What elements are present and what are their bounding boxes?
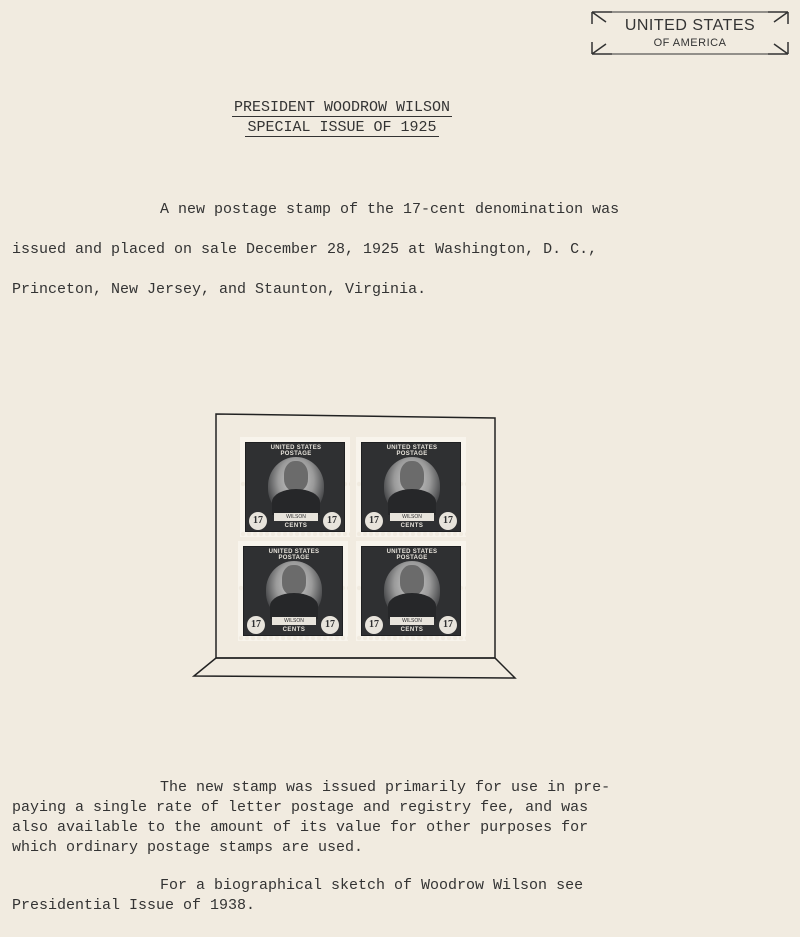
portrait-shoulders	[270, 593, 318, 619]
stamp-cents: CENTS	[282, 627, 306, 633]
stamp-top-text: UNITED STATES POSTAGE	[386, 549, 438, 561]
paragraph2-line: paying a single rate of letter postage and registry fee, and was	[12, 799, 589, 816]
page-subtitle-text: SPECIAL ISSUE OF 1925	[247, 119, 437, 136]
stamp-mount	[192, 412, 517, 682]
stamp-top-text: UNITED STATES POSTAGE	[268, 549, 320, 561]
stamp-top-text: UNITED STATES POSTAGE	[270, 445, 322, 457]
stamp	[240, 437, 350, 537]
stamp-frame	[245, 442, 345, 532]
denomination-right: 17	[323, 512, 341, 530]
portrait-head	[284, 461, 308, 491]
denomination-left: 17	[365, 616, 383, 634]
stamp-cents: CENTS	[284, 523, 308, 529]
stamp-top-text: UNITED STATES POSTAGE	[386, 445, 438, 457]
portrait-head	[400, 461, 424, 491]
portrait-head	[400, 565, 424, 595]
denomination-left: 17	[249, 512, 267, 530]
paragraph3-line: For a biographical sketch of Woodrow Wilson see	[160, 877, 584, 894]
portrait-head	[282, 565, 306, 595]
stamp-cents: CENTS	[400, 523, 424, 529]
stamp-frame	[361, 546, 461, 636]
stamp-name: WILSON	[272, 617, 316, 625]
stamp-name: WILSON	[390, 513, 434, 521]
paragraph2-line: which ordinary postage stamps are used.	[12, 839, 364, 856]
stamp	[238, 541, 348, 641]
denomination-right: 17	[439, 616, 457, 634]
stamp	[356, 541, 466, 641]
denomination-right: 17	[321, 616, 339, 634]
paragraph2-line: The new stamp was issued primarily for use in pre-	[160, 779, 611, 796]
stamp	[356, 437, 466, 537]
portrait-shoulders	[272, 489, 320, 515]
page-title-text: PRESIDENT WOODROW WILSON	[233, 99, 451, 116]
label-line-1: UNITED STATES	[624, 17, 756, 34]
page-title	[0, 99, 684, 116]
stamp-name: WILSON	[274, 513, 318, 521]
denomination-left: 17	[247, 616, 265, 634]
paragraph2-line: also available to the amount of its value for other purposes for	[12, 819, 589, 836]
denomination-left: 17	[365, 512, 383, 530]
stamp-frame	[243, 546, 343, 636]
paragraph1-line: A new postage stamp of the 17-cent denomination was	[160, 201, 620, 218]
denomination-right: 17	[439, 512, 457, 530]
paragraph3-line: Presidential Issue of 1938.	[12, 897, 256, 914]
stamp-frame	[361, 442, 461, 532]
stamp-name: WILSON	[390, 617, 434, 625]
page-subtitle	[0, 119, 684, 136]
paragraph1-line: issued and placed on sale December 28, 1925 at Washington, D. C.,	[12, 241, 598, 258]
country-label-box	[590, 10, 790, 56]
portrait-shoulders	[388, 593, 436, 619]
label-line-2: OF AMERICA	[653, 37, 727, 49]
stamp-cents: CENTS	[400, 627, 424, 633]
portrait-shoulders	[388, 489, 436, 515]
paragraph1-line: Princeton, New Jersey, and Staunton, Virginia.	[12, 281, 427, 298]
